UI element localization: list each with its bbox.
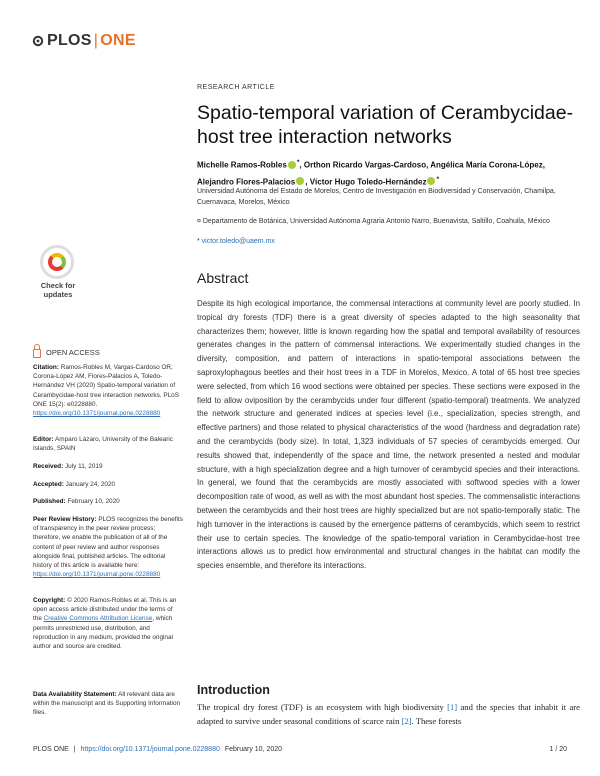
data-availability-label: Data Availability Statement:	[33, 691, 117, 698]
copyright-label: Copyright:	[33, 597, 66, 604]
author-1[interactable]: Michelle Ramos-Robles	[197, 160, 287, 170]
orcid-icon[interactable]	[296, 177, 304, 185]
affiliation-1: Universidad Autónoma del Estado de Morelos, Centro de Investigación en Biodiversidad y Conservación, Chamilpa, Cuernavaca, Morelos, México	[197, 188, 556, 206]
data-availability-text: All relevant data are within the manuscript and its Supporting Information files.	[33, 691, 181, 717]
citation-doi-link[interactable]: https://doi.org/10.1371/journal.pone.0228880	[33, 410, 161, 418]
email-link[interactable]: victor.toledo@uaem.mx	[201, 238, 275, 245]
logo-plos-text: PLOS	[47, 32, 92, 49]
logo-separator: |	[93, 32, 99, 49]
article-type: RESEARCH ARTICLE	[197, 84, 275, 91]
accepted-block	[33, 480, 183, 489]
footer-left	[33, 746, 285, 753]
check-for-updates-line1: Check for	[40, 281, 76, 290]
open-access-label	[33, 346, 100, 358]
abstract-text: Despite its high ecological importance, the commensal interactions at community level are poorly studied. In tropical dry forests (TDF) there is a great diversity of species adapted to the high seasonality that characterizes them; however, little is known regarding how the spatial and temporal availability of resources generates changes in the pattern of commensal interactions. We experimentally studied changes in the diversity, composition, and pattern of interactions in spatio-temporal associations between the saproxylophagous beetles and their host trees in a TDF in Morelos, Mexico. A total of 65 host tree species were selected, from which 16 wood sections were obtained per species. These sections were exposed in the field to allow oviposition by the cerambycids under four different (spatio-temporal) treatments. We analyzed the network structure and generated indices at species level (i.e., specialization, species strength, and effective partners) and those related to physical characteristics of the wood (hardness and degradation rate) and the cerambycids (body size). In total, 1,323 individuals of 57 species of cerambycids emerged. Our results showed that, independently of the space and time, the network presented a nested and modular structure, with a high specialization degree and a high turnover of cerambycid species and their interactions. In general, we found that the cerambycids are mostly associated with softwood species with a lower decomposition rate of wood, as well as with the most abundant host species. The commensalistic interactions between the cerambycids and their host trees are highly specialized but are not spatio-temporally static. The high turnover in the interactions is caused by the emergence patterns of cerambycids, which seem to restrict their use to certain species. The knowledge of the spatio-temporal variation in Cerambycidae-host tree interactions allows us to predict how environmental and structural changes in the habitat can modify the species ensemble, and therefore its interactions.	[197, 299, 580, 571]
accepted-label: Accepted:	[33, 481, 64, 488]
intro-text-2: and the species that inhabit it are adapted to survive under seasonal conditions of scarce rain	[197, 702, 580, 726]
orcid-icon[interactable]	[288, 161, 296, 169]
footer-doi-link[interactable]: https://doi.org/10.1371/journal.pone.0228880	[80, 746, 220, 753]
license-link[interactable]: Creative Commons Attribution License	[43, 615, 153, 623]
author-list	[197, 156, 582, 189]
peer-review-block	[33, 515, 183, 579]
copyright-text: © 2020 Ramos-Robles et al. This is an open access article distributed under the terms of the	[33, 597, 177, 623]
crossmark-icon	[40, 245, 74, 279]
reference-link-1[interactable]: [1]	[447, 702, 458, 712]
author-1-marker: *	[296, 159, 300, 166]
citation-text: Ramos-Robles M, Vargas-Cardoso OR, Corona-López AM, Flores-Palacios A, Toledo-Hernández VH (2020) Spatio-temporal variation of Cerambycidae-host tree interaction networks. PLoS ONE 15(2): e0228880.	[33, 364, 179, 408]
copyright-text-end: , which permits unrestricted use, distribution, and reproduction in any medium, provided the original author and source are credited.	[33, 615, 173, 651]
orcid-icon[interactable]	[427, 177, 435, 185]
check-for-updates-badge[interactable]	[30, 245, 86, 303]
article-title: Spatio-temporal variation of Cerambycidae-host tree interaction networks	[197, 102, 574, 148]
page-number: 1 / 20	[549, 746, 567, 753]
authors-middle[interactable]: , Orthon Ricardo Vargas-Cardoso, Angélica María Corona-López, Alejandro Flores-Palacios	[197, 160, 545, 187]
citation-block	[33, 363, 183, 418]
check-for-updates-line2: updates	[43, 290, 73, 299]
peer-review-text: PLOS recognizes the benefits of transparency in the peer review process; therefore, we enable the publication of all of the content of peer review and author responses alongside final, published articles. The editorial history of this article is available here:	[33, 516, 183, 570]
plos-one-logo[interactable]	[32, 30, 136, 52]
plos-logo-icon	[32, 35, 44, 47]
editor-block	[33, 435, 183, 453]
received-date: July 11, 2019	[63, 463, 103, 470]
author-last-marker: *	[436, 175, 440, 183]
peer-review-label: Peer Review History:	[33, 516, 97, 523]
accepted-date: January 24, 2020	[63, 481, 116, 488]
introduction-heading: Introduction	[197, 683, 270, 697]
reference-link-2[interactable]: [2]	[401, 716, 412, 726]
open-access-text: OPEN ACCESS	[46, 347, 100, 357]
corresponding-email	[197, 238, 275, 245]
check-for-updates-label	[30, 281, 86, 299]
affiliation-2: ¤ Departamento de Botánica, Universidad Autónoma Agraria Antonio Narro, Buenavista, Saltillo, Coahuila, México	[197, 218, 550, 225]
data-availability-block	[33, 690, 183, 718]
email-prefix: *	[197, 238, 202, 245]
citation-label: Citation:	[33, 364, 59, 371]
introduction-text	[197, 700, 580, 728]
footer-divider: |	[73, 746, 76, 753]
received-block	[33, 462, 183, 471]
logo-one-text: ONE	[100, 32, 136, 49]
abstract-heading: Abstract	[197, 270, 249, 286]
editor-text: Amparo Lázaro, University of the Balearic Islands, SPAIN	[33, 436, 173, 453]
published-date: February 10, 2020	[65, 498, 120, 505]
editor-label: Editor:	[33, 436, 54, 443]
page-footer	[33, 746, 567, 753]
intro-text-1: The tropical dry forest (TDF) is an ecosystem with high biodiversity	[197, 702, 448, 712]
copyright-block	[33, 596, 183, 651]
peer-review-link[interactable]: https://doi.org/10.1371/journal.pone.0228880	[33, 571, 161, 579]
published-label: Published:	[33, 498, 66, 505]
published-block	[33, 497, 183, 506]
author-last[interactable]: , Víctor Hugo Toledo-Hernández	[305, 177, 427, 187]
received-label: Received:	[33, 463, 64, 470]
footer-journal: PLOS ONE	[33, 746, 69, 753]
open-lock-icon	[33, 349, 41, 358]
intro-text-3: . These forests	[411, 716, 462, 726]
footer-date: February 10, 2020	[224, 746, 283, 753]
